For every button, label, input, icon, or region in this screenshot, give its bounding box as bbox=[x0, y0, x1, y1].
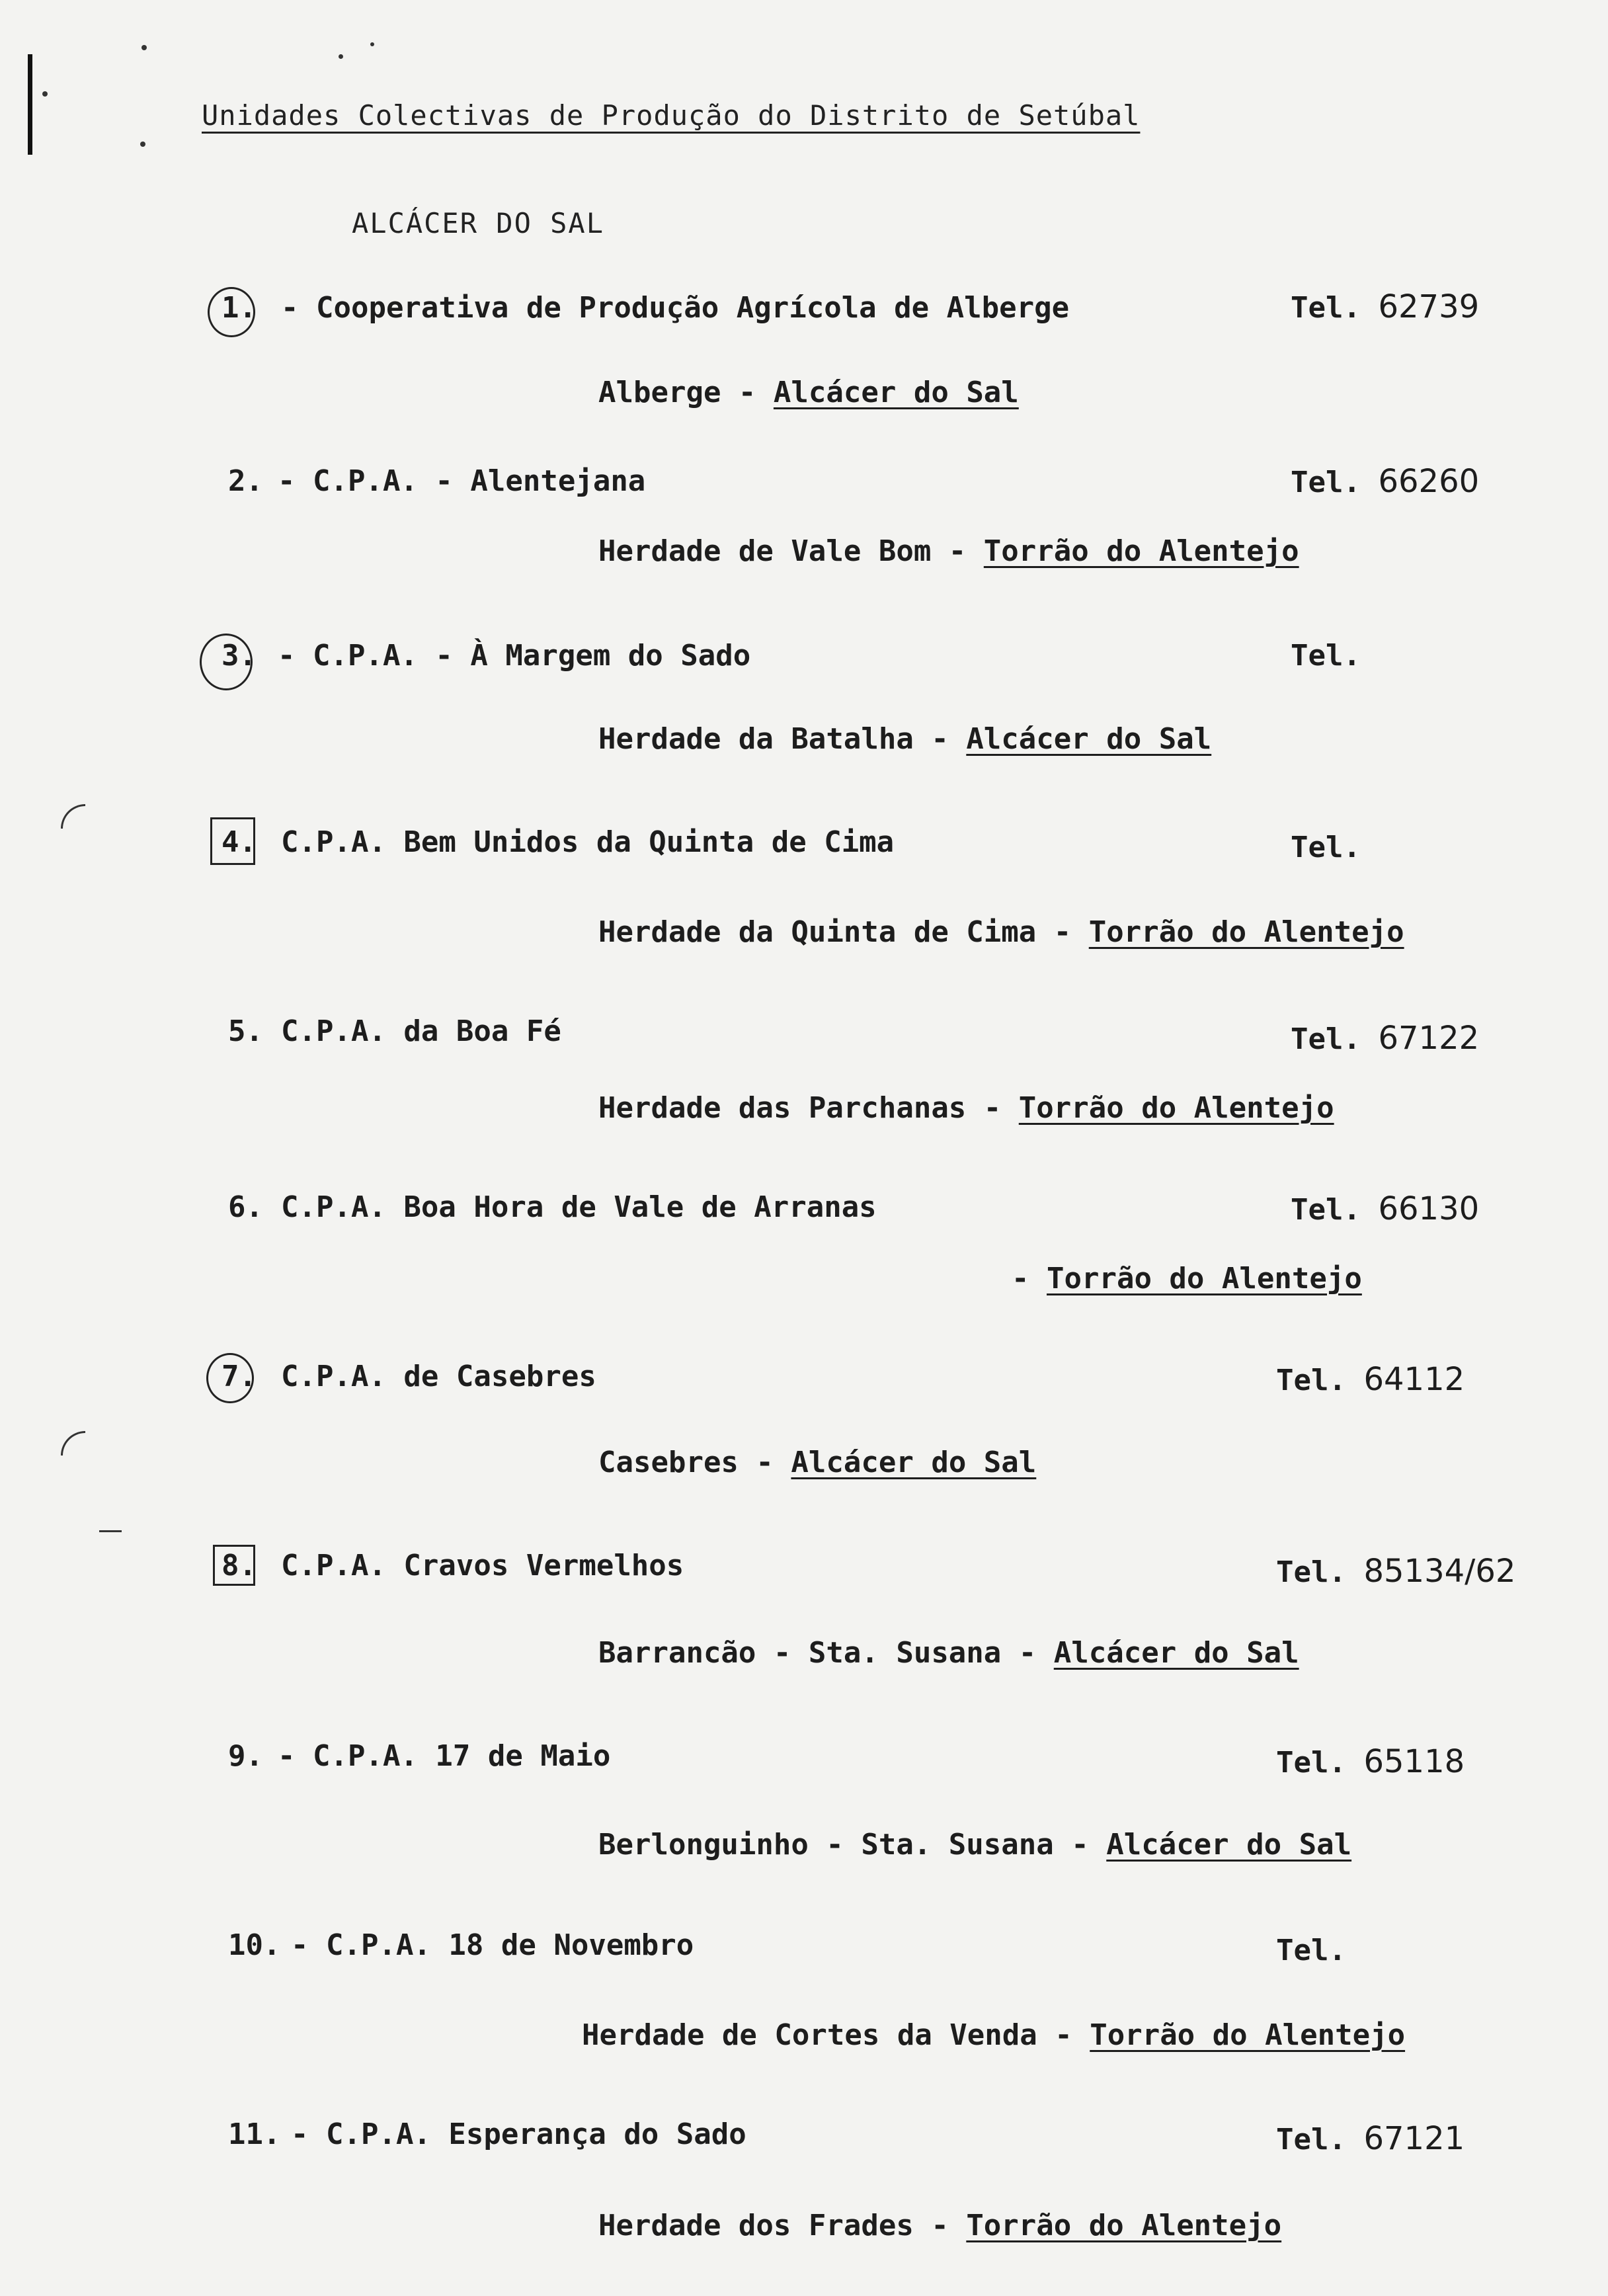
entry-name: - C.P.A. - À Margem do Sado bbox=[278, 639, 751, 673]
entry-address bbox=[598, 722, 1211, 756]
ink-speck bbox=[339, 54, 343, 59]
entry-number: 5. bbox=[228, 1014, 263, 1048]
entry-address bbox=[598, 1636, 1299, 1670]
tel-number: 67122 bbox=[1378, 1020, 1480, 1057]
entry-address bbox=[598, 915, 1404, 949]
section-title: ALCÁCER DO SAL bbox=[352, 207, 605, 239]
address-town: Alcácer do Sal bbox=[773, 376, 1019, 409]
entry-name: C.P.A. Bem Unidos da Quinta de Cima bbox=[281, 825, 895, 859]
tel-number: 64112 bbox=[1363, 1361, 1465, 1398]
address-place: Herdade da Quinta de Cima - bbox=[598, 915, 1072, 949]
entry-number: 2. bbox=[228, 464, 263, 498]
entry-tel bbox=[1291, 1190, 1479, 1227]
tel-number: 66260 bbox=[1378, 463, 1480, 500]
entry-number: 3. bbox=[221, 639, 257, 673]
entry-tel bbox=[1291, 463, 1479, 500]
ink-speck bbox=[140, 142, 145, 147]
tel-label: Tel. bbox=[1276, 1746, 1346, 1780]
entry-number: 4. bbox=[221, 825, 257, 859]
address-town: Alcácer do Sal bbox=[966, 722, 1212, 756]
address-town: Alcácer do Sal bbox=[1053, 1636, 1299, 1670]
entry-address bbox=[598, 534, 1299, 568]
page-title: Unidades Colectivas de Produção do Distrito de Setúbal bbox=[202, 99, 1141, 132]
entry-tel bbox=[1291, 831, 1361, 864]
address-town: Alcácer do Sal bbox=[791, 1446, 1037, 1479]
address-place: Berlonguinho - Sta. Susana - bbox=[598, 1828, 1089, 1862]
entry-name: - C.P.A. Esperança do Sado bbox=[291, 2117, 746, 2151]
entry-name: C.P.A. da Boa Fé bbox=[281, 1014, 561, 1048]
entry-address bbox=[582, 2018, 1405, 2052]
entry-tel bbox=[1291, 288, 1479, 325]
entry-number: 7. bbox=[221, 1360, 257, 1393]
address-place: Herdade de Cortes da Venda - bbox=[582, 2018, 1072, 2052]
entry-address bbox=[598, 376, 1019, 409]
entry-tel bbox=[1276, 1361, 1465, 1398]
entry-tel bbox=[1291, 1020, 1479, 1057]
entry-number: 10. bbox=[228, 1928, 281, 1962]
margin-tick-mark bbox=[99, 1530, 122, 1532]
entry-tel bbox=[1276, 1553, 1515, 1590]
tel-label: Tel. bbox=[1291, 291, 1361, 325]
tel-label: Tel. bbox=[1276, 1934, 1346, 1967]
address-place: Alberge - bbox=[598, 376, 756, 409]
entry-name: - C.P.A. 17 de Maio bbox=[278, 1739, 611, 1773]
entry-address bbox=[598, 1446, 1036, 1479]
entry-name: - C.P.A. - Alentejana bbox=[278, 464, 646, 498]
address-town: Torrão do Alentejo bbox=[966, 2209, 1282, 2242]
address-town: Alcácer do Sal bbox=[1106, 1828, 1352, 1862]
tel-number: 65118 bbox=[1363, 1743, 1465, 1780]
entry-name: - C.P.A. 18 de Novembro bbox=[291, 1928, 694, 1962]
tel-label: Tel. bbox=[1291, 1022, 1361, 1056]
address-town: Torrão do Alentejo bbox=[983, 534, 1299, 568]
address-town: Torrão do Alentejo bbox=[1047, 1262, 1362, 1295]
ink-speck bbox=[141, 45, 147, 50]
ink-speck bbox=[42, 91, 48, 97]
tel-number: 66130 bbox=[1378, 1190, 1480, 1227]
entry-name: - Cooperativa de Produção Agrícola de Alberge bbox=[281, 291, 1070, 325]
tel-number: 62739 bbox=[1378, 288, 1480, 325]
address-place: Barrancão - Sta. Susana - bbox=[598, 1636, 1037, 1670]
address-place: Herdade dos Frades - bbox=[598, 2209, 949, 2242]
tel-number: 85134/62 bbox=[1363, 1553, 1516, 1590]
tel-label: Tel. bbox=[1291, 1193, 1361, 1227]
tel-label: Tel. bbox=[1276, 2123, 1346, 2156]
address-place: Herdade de Vale Bom - bbox=[598, 534, 967, 568]
binder-mark bbox=[28, 54, 32, 155]
entry-name: C.P.A. Boa Hora de Vale de Arranas bbox=[281, 1190, 877, 1224]
entry-name: C.P.A. de Casebres bbox=[281, 1360, 596, 1393]
entry-tel bbox=[1291, 639, 1361, 673]
entry-number: 1. bbox=[221, 291, 257, 325]
tel-label: Tel. bbox=[1291, 831, 1361, 864]
entry-address bbox=[598, 1091, 1334, 1125]
address-place: Herdade das Parchanas - bbox=[598, 1091, 1002, 1125]
entry-address bbox=[598, 2209, 1281, 2242]
entry-number: 9. bbox=[228, 1739, 263, 1773]
entry-number: 11. bbox=[228, 2117, 281, 2151]
tel-label: Tel. bbox=[1276, 1555, 1346, 1589]
tel-label: Tel. bbox=[1276, 1364, 1346, 1397]
tel-number: 67121 bbox=[1363, 2120, 1465, 2157]
entry-address bbox=[598, 1828, 1351, 1862]
ink-speck bbox=[370, 42, 374, 46]
address-town: Torrão do Alentejo bbox=[1018, 1091, 1334, 1125]
entry-address bbox=[1012, 1262, 1362, 1295]
margin-tick-mark bbox=[61, 1431, 85, 1456]
entry-tel bbox=[1276, 1934, 1346, 1967]
tel-label: Tel. bbox=[1291, 639, 1361, 673]
entry-tel bbox=[1276, 1743, 1465, 1780]
margin-tick-mark bbox=[61, 804, 85, 829]
entry-number: 6. bbox=[228, 1190, 263, 1224]
address-town: Torrão do Alentejo bbox=[1090, 2018, 1406, 2052]
address-place: Casebres - bbox=[598, 1446, 774, 1479]
entry-name: C.P.A. Cravos Vermelhos bbox=[281, 1549, 684, 1582]
tel-label: Tel. bbox=[1291, 466, 1361, 499]
entry-number: 8. bbox=[221, 1549, 257, 1582]
address-town: Torrão do Alentejo bbox=[1088, 915, 1404, 949]
address-place: Herdade da Batalha - bbox=[598, 722, 949, 756]
address-place: - bbox=[1012, 1262, 1029, 1295]
entry-tel bbox=[1276, 2120, 1465, 2157]
